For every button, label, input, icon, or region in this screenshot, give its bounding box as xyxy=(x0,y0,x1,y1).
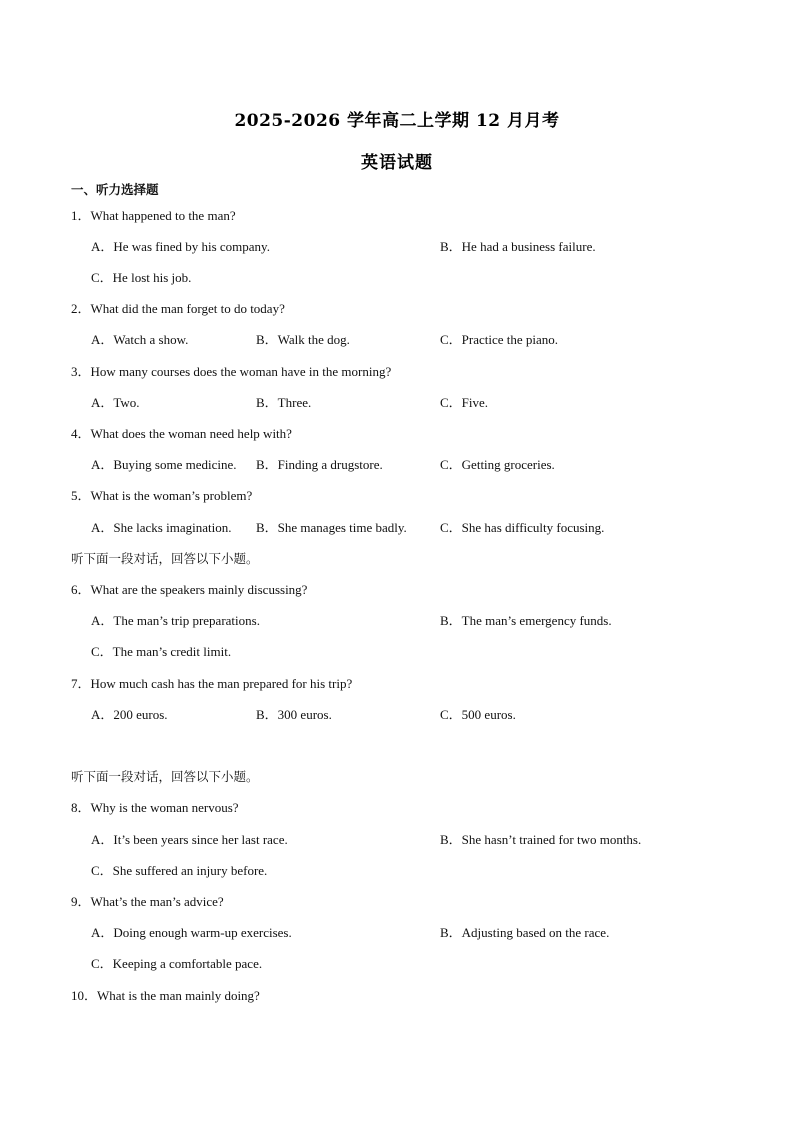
question-1-stem: 1．What happened to the man? xyxy=(71,208,236,223)
question-9-stem: 9．What’s the man’s advice? xyxy=(71,894,224,909)
question-8-option-c: C．She suffered an injury before. xyxy=(91,863,268,878)
exam-title: 2025-2026 学年高二上学期 12 月月考 xyxy=(234,111,560,131)
question-5-option-c: C．She has difficulty focusing. xyxy=(440,520,605,535)
question-1-option-c: C．He lost his job. xyxy=(91,270,192,285)
question-3-option-a: A．Two. xyxy=(91,395,140,410)
question-4-option-b: B．Finding a drugstore. xyxy=(256,457,383,472)
question-9-option-c: C．Keeping a comfortable pace. xyxy=(91,956,263,971)
question-5-option-a: A．She lacks imagination. xyxy=(91,520,232,535)
question-6-option-b: B．The man’s emergency funds. xyxy=(440,613,612,628)
question-7-option-a: A．200 euros. xyxy=(91,707,168,722)
question-2-stem: 2．What did the man forget to do today? xyxy=(71,301,285,316)
question-9-option-b: B．Adjusting based on the race. xyxy=(440,925,610,940)
question-7-option-c: C．500 euros. xyxy=(440,707,516,722)
question-6-stem: 6．What are the speakers mainly discussing? xyxy=(71,582,308,597)
question-7-stem: 7．How much cash has the man prepared for his trip? xyxy=(71,676,353,691)
question-7-option-b: B．300 euros. xyxy=(256,707,332,722)
question-2-option-b: B．Walk the dog. xyxy=(256,332,350,347)
question-4-stem: 4．What does the woman need help with? xyxy=(71,426,292,441)
question-4-option-a: A．Buying some medicine. xyxy=(91,457,237,472)
dialogue-instruction-2: 听下面一段对话，回答以下小题。 xyxy=(71,769,259,784)
question-8-option-b: B．She hasn’t trained for two months. xyxy=(440,832,642,847)
question-1-option-b: B．He had a business failure. xyxy=(440,239,596,254)
question-8-stem: 8．Why is the woman nervous? xyxy=(71,800,239,815)
question-2-option-c: C．Practice the piano. xyxy=(440,332,559,347)
section-heading-listening: 一、听力选择题 xyxy=(71,182,159,197)
question-3-stem: 3．How many courses does the woman have in the morning? xyxy=(71,364,392,379)
question-4-option-c: C．Getting groceries. xyxy=(440,457,555,472)
question-8-option-a: A．It’s been years since her last race. xyxy=(91,832,288,847)
question-1-option-a: A．He was fined by his company. xyxy=(91,239,270,254)
question-3-option-c: C．Five. xyxy=(440,395,489,410)
exam-subtitle: 英语试题 xyxy=(361,153,433,173)
question-6-option-a: A．The man’s trip preparations. xyxy=(91,613,260,628)
question-5-option-b: B．She manages time badly. xyxy=(256,520,407,535)
question-2-option-a: A．Watch a show. xyxy=(91,332,189,347)
question-6-option-c: C．The man’s credit limit. xyxy=(91,644,232,659)
question-3-option-b: B．Three. xyxy=(256,395,312,410)
question-10-stem: 10．What is the man mainly doing? xyxy=(71,988,260,1003)
question-9-option-a: A．Doing enough warm-up exercises. xyxy=(91,925,292,940)
question-5-stem: 5．What is the woman’s problem? xyxy=(71,488,253,503)
dialogue-instruction-1: 听下面一段对话，回答以下小题。 xyxy=(71,551,259,566)
